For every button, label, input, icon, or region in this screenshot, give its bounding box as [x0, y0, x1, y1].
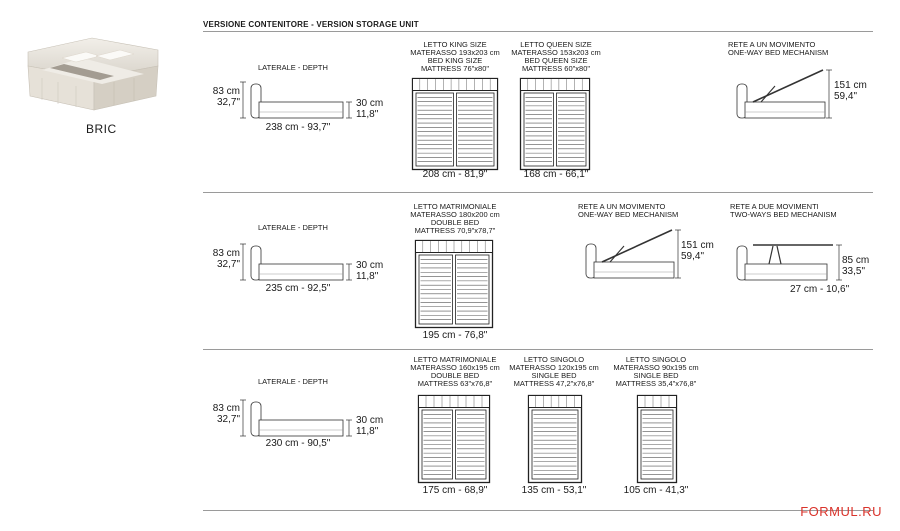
mechanism-line: ONE-WAY BED MECHANISM [728, 48, 829, 57]
mechanism-line: TWO-WAYS BED MECHANISM [730, 210, 837, 219]
slat-panel [557, 93, 587, 166]
bed-plan-drawing [415, 240, 493, 328]
width-dimension: 175 cm - 68,9" [422, 485, 488, 496]
two-way-mechanism-drawing [735, 240, 845, 290]
side-view-drawing [243, 400, 353, 440]
foot-height-in: 11,8" [356, 109, 379, 120]
bed-spec-line: MATTRESS 35,4"x76,8" [615, 379, 697, 388]
bed-plan-drawing [637, 395, 677, 483]
divider [203, 510, 873, 511]
mechanism-line: RETE A UN MOVIMENTO [578, 202, 666, 211]
bed-spec-line: DOUBLE BED [430, 371, 480, 380]
watermark: FORMUL.RU [800, 504, 882, 519]
width-dimension: 105 cm - 41,3" [623, 485, 689, 496]
slat-panel [524, 93, 554, 166]
bed-spec-line: LETTO KING SIZE [423, 40, 487, 49]
bed-spec-line: BED KING SIZE [427, 56, 483, 65]
slat-panel [416, 93, 454, 166]
foot-height-cm: 30 cm [356, 98, 384, 109]
mechanism-label [730, 203, 837, 219]
height-cm: 83 cm [212, 86, 240, 97]
headboard [521, 79, 590, 91]
bed-spec-line: LETTO QUEEN SIZE [520, 40, 592, 49]
side-view-label: LATERALE - DEPTH [258, 223, 328, 232]
length-dimension: 238 cm - 93,7" [265, 122, 331, 133]
height-in: 32,7" [216, 259, 240, 270]
bed-spec-line: MATTRESS 63"x76,8" [417, 379, 493, 388]
headboard [529, 396, 582, 408]
foot-height-in: 11,8" [356, 271, 379, 282]
section-title: VERSIONE CONTENITORE - VERSION STORAGE UNIT [203, 20, 419, 29]
mechanism-line: RETE A DUE MOVIMENTI [730, 202, 819, 211]
mechanism-height-in: 59,4" [834, 91, 858, 102]
one-way-mechanism-drawing [584, 226, 684, 286]
side-view-label: LATERALE - DEPTH [258, 63, 328, 72]
width-dimension: 195 cm - 76,8" [422, 330, 488, 341]
mechanism-height-in: 59,4" [681, 251, 705, 262]
mechanism-line: RETE A UN MOVIMENTO [728, 40, 816, 49]
divider [203, 192, 873, 193]
slat-panel [457, 93, 495, 166]
mechanism-height-in: 33,5" [842, 266, 866, 277]
bed-spec-line: MATTRESS 60"x80" [521, 64, 591, 73]
bed-plan-drawing [412, 78, 498, 170]
bed-spec-line: MATTRESS 70,9"x78,7" [414, 226, 496, 235]
bed-spec-line: MATERASSO 120x195 cm [509, 363, 599, 372]
length-dimension: 230 cm - 90,5" [265, 438, 331, 449]
bed-spec [395, 203, 515, 235]
bed-spec-line: MATTRESS 76"x80" [420, 64, 490, 73]
bed-spec-line: MATERASSO 180x200 cm [410, 210, 500, 219]
bed-spec-line: MATERASSO 153x203 cm [511, 48, 601, 57]
bed-plan-drawing [418, 395, 490, 483]
side-view-drawing [243, 82, 353, 122]
bed-product-image [22, 30, 162, 115]
bed-spec-line: MATTRESS 47,2"x76,8" [513, 379, 595, 388]
height-cm: 83 cm [212, 403, 240, 414]
foot-height-in: 11,8" [356, 426, 379, 437]
height-in: 32,7" [216, 414, 240, 425]
mechanism-label [728, 41, 828, 57]
mechanism-label [578, 203, 678, 219]
mechanism-height-cm: 151 cm [834, 80, 867, 91]
bed-spec-line: LETTO SINGOLO [523, 355, 585, 364]
divider [203, 31, 873, 32]
width-dimension: 135 cm - 53,1" [521, 485, 587, 496]
side-view-drawing [243, 244, 353, 284]
side-view-label: LATERALE - DEPTH [258, 377, 328, 386]
bed-spec-line: SINGLE BED [531, 371, 577, 380]
bed-spec [496, 41, 616, 73]
bed-spec-line: MATERASSO 160x195 cm [410, 363, 500, 372]
mechanism-height-cm: 151 cm [681, 240, 714, 251]
one-way-mechanism-drawing [735, 66, 835, 126]
bed-spec-line: MATERASSO 90x195 cm [613, 363, 699, 372]
width-dimension: 168 cm - 66,1" [523, 169, 589, 180]
bed-spec-line: MATERASSO 193x203 cm [410, 48, 500, 57]
bed-spec-line: LETTO MATRIMONIALE [413, 202, 497, 211]
foot-height-cm: 30 cm [356, 260, 384, 271]
bed-spec-line: DOUBLE BED [430, 218, 480, 227]
height-in: 32,7" [216, 97, 240, 108]
mechanism-width: 27 cm - 10,6" [790, 284, 850, 295]
bed-spec-line: LETTO SINGOLO [625, 355, 687, 364]
bed-spec [596, 356, 716, 388]
height-cm: 83 cm [212, 248, 240, 259]
product-name: BRIC [86, 122, 117, 136]
bed-spec-line: LETTO MATRIMONIALE [413, 355, 497, 364]
mechanism-line: ONE-WAY BED MECHANISM [578, 210, 679, 219]
width-dimension: 208 cm - 81,9" [422, 169, 488, 180]
divider [203, 349, 873, 350]
bed-spec-line: SINGLE BED [633, 371, 679, 380]
headboard [419, 396, 490, 408]
length-dimension: 235 cm - 92,5" [265, 283, 331, 294]
mechanism-height-cm: 85 cm [842, 255, 870, 266]
headboard [638, 396, 677, 408]
bed-spec-line: BED QUEEN SIZE [524, 56, 588, 65]
bed-plan-drawing [528, 395, 582, 483]
foot-height-cm: 30 cm [356, 415, 384, 426]
bed-plan-drawing [520, 78, 590, 170]
headboard [413, 79, 498, 91]
